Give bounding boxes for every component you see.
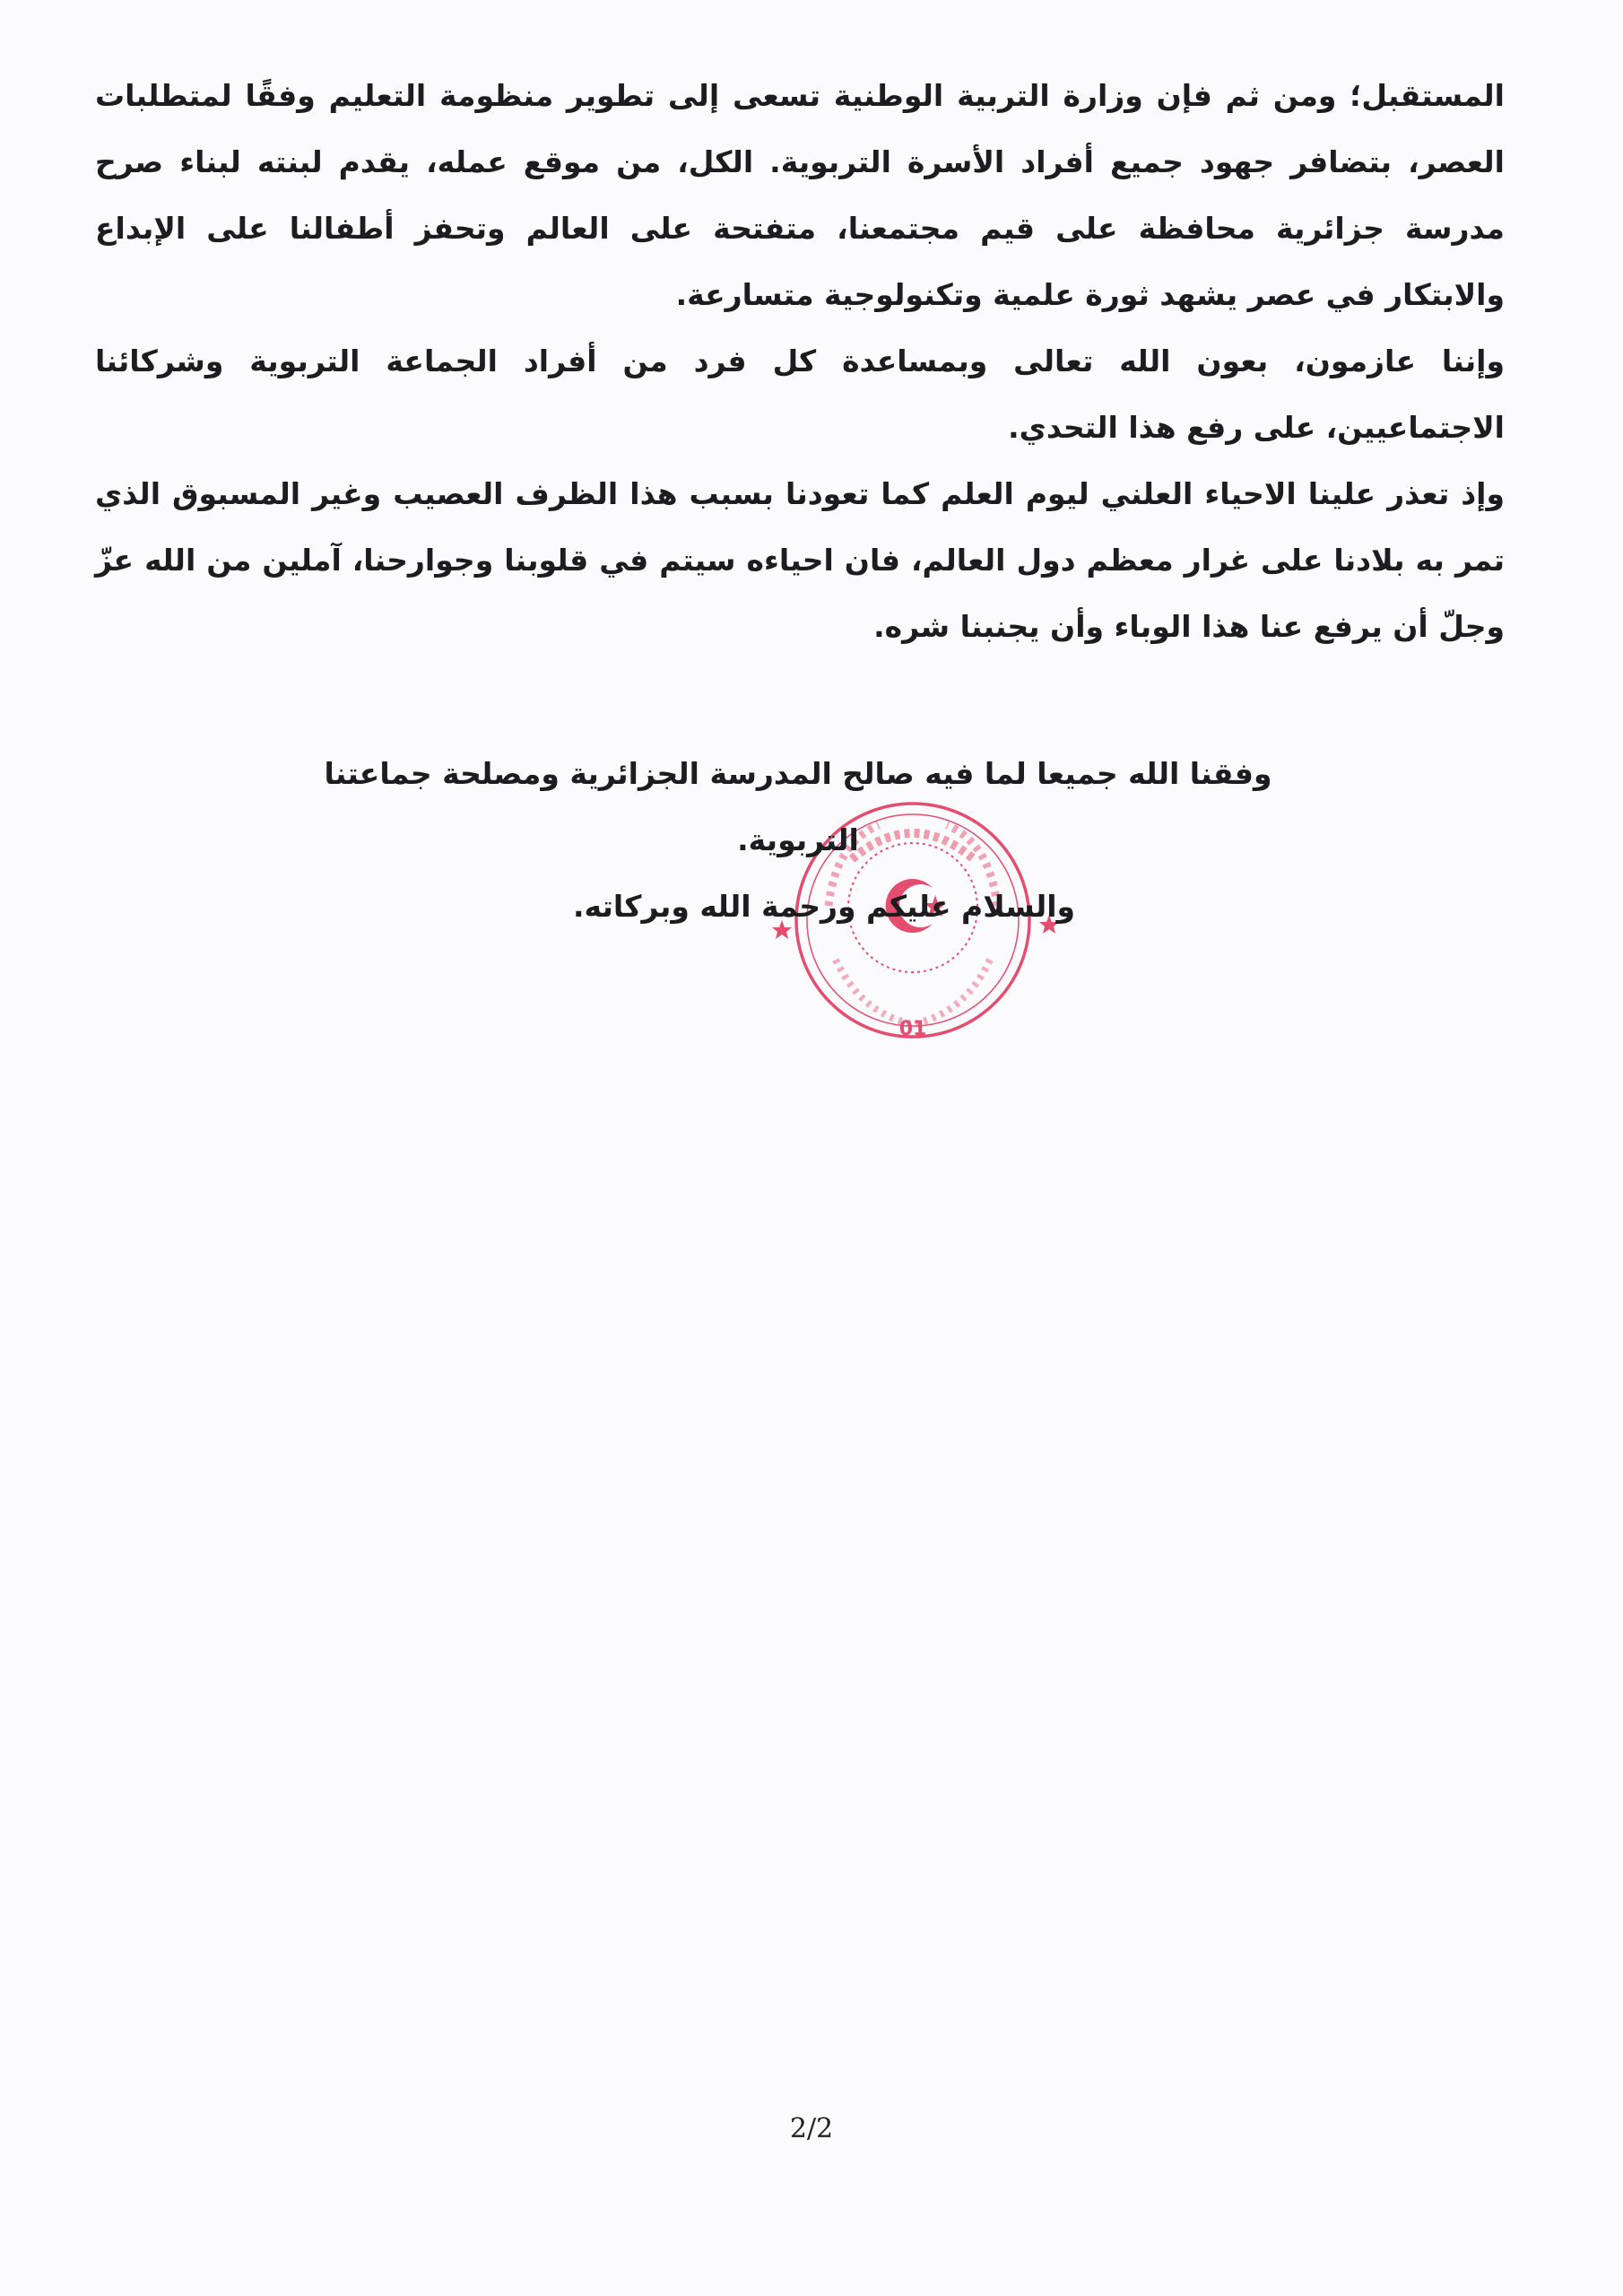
closing-line: وفقنا الله جميعا لما فيه صالح المدرسة الجزائرية ومصلحة جماعتنا التربوية. xyxy=(324,756,1272,857)
stamp-number: 01 xyxy=(898,1018,927,1040)
paragraph-3: وإذ تعذر علينا الاحياء العلني ليوم العلم كما تعودنا بسبب هذا الظرف العصيب وغير المسبوق الذي تمر به بلادنا على غرار معظم دول العالم، فان احياءه سيتم في قلوبنا وجوارحنا، آملين من الله عزّ وجلّ أن يرفع عنا هذا الوباء وأن يجنبنا شره. xyxy=(95,476,1505,644)
salutation-line: والسلام عليكم ورحمة الله وبركاته. xyxy=(572,889,1076,924)
page-number: 2/2 xyxy=(789,2113,834,2144)
paragraph-2: وإننا عازمون، بعون الله تعالى وبمساعدة كل فرد من أفراد الجماعة التربوية وشركائنا الاجتماعيين، على رفع هذا التحدي. xyxy=(95,344,1505,445)
stamp-arc-text-bottom-left xyxy=(836,960,913,1024)
closing-block xyxy=(296,741,1300,940)
paragraph-1: المستقبل؛ ومن ثم فإن وزارة التربية الوطنية تسعى إلى تطوير منظومة التعليم وفقًا لمتطلبات العصر، بتضافر جهود جميع أفراد الأسرة التربوية. الكل، من موقع عمله، يقدم لبنته لبناء صرح مدرسة جزائرية محافظة على قيم مجتمعنا، متفتحة على العالم وتحفز أطفالنا على الإبداع والابتكار في عصر يشهد ثورة علمية وتكنولوجية متسارعة. xyxy=(95,78,1505,312)
stamp-arc-text-bottom-right xyxy=(913,960,990,1024)
letter-body xyxy=(95,63,1505,660)
